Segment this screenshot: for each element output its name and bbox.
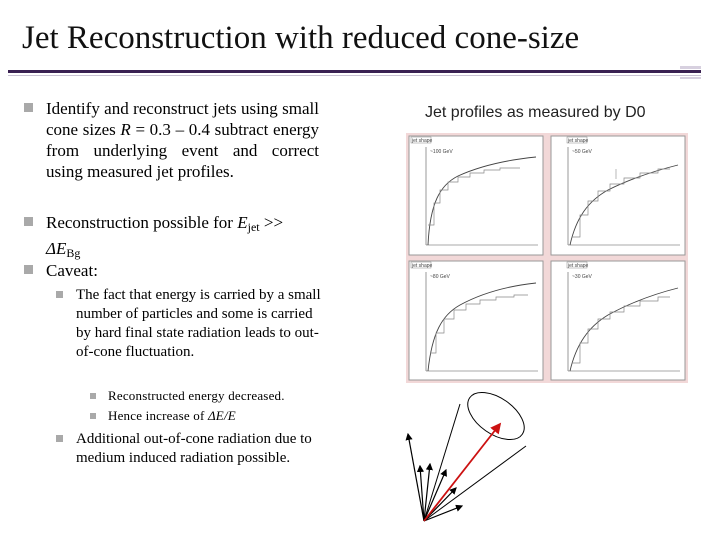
panel-energy-label: ~80 GeV bbox=[430, 274, 450, 280]
cone-radius-symbol: R bbox=[120, 120, 131, 139]
energy-symbol: E bbox=[237, 213, 248, 232]
sub-bullet-text: Additional out-of-cone radiation due to medium induced radiation possible. bbox=[76, 431, 312, 466]
sub-sub-bullet-text: Reconstructed energy decreased. bbox=[108, 388, 285, 403]
jet-profile-plots bbox=[406, 133, 688, 383]
sub-bullet-additional-radiation bbox=[76, 430, 321, 468]
panel-energy-label: ~30 GeV bbox=[572, 274, 592, 280]
bullet-text-pre: Identify and reconstruct jets using small cone sizes bbox=[46, 99, 319, 139]
panel-header: jet shape bbox=[412, 263, 433, 269]
bullet-text: Caveat: bbox=[46, 261, 98, 280]
title-divider-shadow bbox=[8, 75, 701, 76]
sub-sub-bullet-energy-decreased bbox=[108, 386, 285, 406]
jet-cone-diagram bbox=[400, 388, 540, 528]
bullet-square-icon bbox=[56, 435, 63, 442]
panel-header: jet shape bbox=[568, 263, 589, 269]
panel-energy-label: ~100 GeV bbox=[430, 149, 453, 155]
jet-profile-panel-1 bbox=[409, 136, 543, 255]
slide-title: Jet Reconstruction with reduced cone-size bbox=[22, 20, 580, 56]
resolution-expression: ΔE/E bbox=[207, 408, 236, 423]
bullet-square-icon bbox=[24, 217, 33, 226]
bullet-square-icon bbox=[24, 103, 33, 112]
bullet-text-pre: Reconstruction possible for bbox=[46, 213, 238, 232]
jet-profile-panel-4 bbox=[551, 261, 685, 380]
figure-caption: Jet profiles as measured by D0 bbox=[425, 104, 646, 121]
divider-accent-top bbox=[680, 66, 701, 69]
bullet-square-icon bbox=[24, 265, 33, 274]
background-subscript: Bg bbox=[66, 246, 81, 260]
jet-subscript: jet bbox=[247, 220, 260, 234]
bullet-square-icon bbox=[90, 393, 96, 399]
sub-sub-bullet-resolution-increase bbox=[108, 406, 236, 426]
sub-bullet-text: The fact that energy is carried by a small number of particles and some is carried by hard final state radiation leads to out-of-cone fluctuation. bbox=[76, 287, 321, 360]
jet-profile-panel-3 bbox=[409, 261, 543, 380]
bullet-caveat bbox=[46, 260, 319, 281]
delta-energy-symbol: ΔE bbox=[46, 239, 67, 258]
much-greater-than: >> bbox=[259, 213, 284, 232]
panel-header: jet shape bbox=[412, 138, 433, 144]
title-divider bbox=[8, 70, 701, 73]
bullet-reconstruction-possible bbox=[46, 212, 319, 264]
jet-profile-panel-2 bbox=[551, 136, 685, 255]
panel-header: jet shape bbox=[568, 138, 589, 144]
divider-accent-bottom bbox=[680, 77, 701, 79]
bullet-square-icon bbox=[90, 413, 96, 419]
bullet-square-icon bbox=[56, 291, 63, 298]
bullet-text-post: = 0.3 – 0.4 subtract energy from underlying event and correct using measured jet profiles. bbox=[46, 120, 319, 181]
sub-sub-bullet-text: Hence increase of bbox=[108, 408, 208, 423]
sub-bullet-energy-carried bbox=[76, 286, 321, 362]
bullet-identify-jets bbox=[46, 98, 319, 182]
panel-energy-label: ~50 GeV bbox=[572, 149, 592, 155]
particle-arrows bbox=[408, 424, 500, 521]
